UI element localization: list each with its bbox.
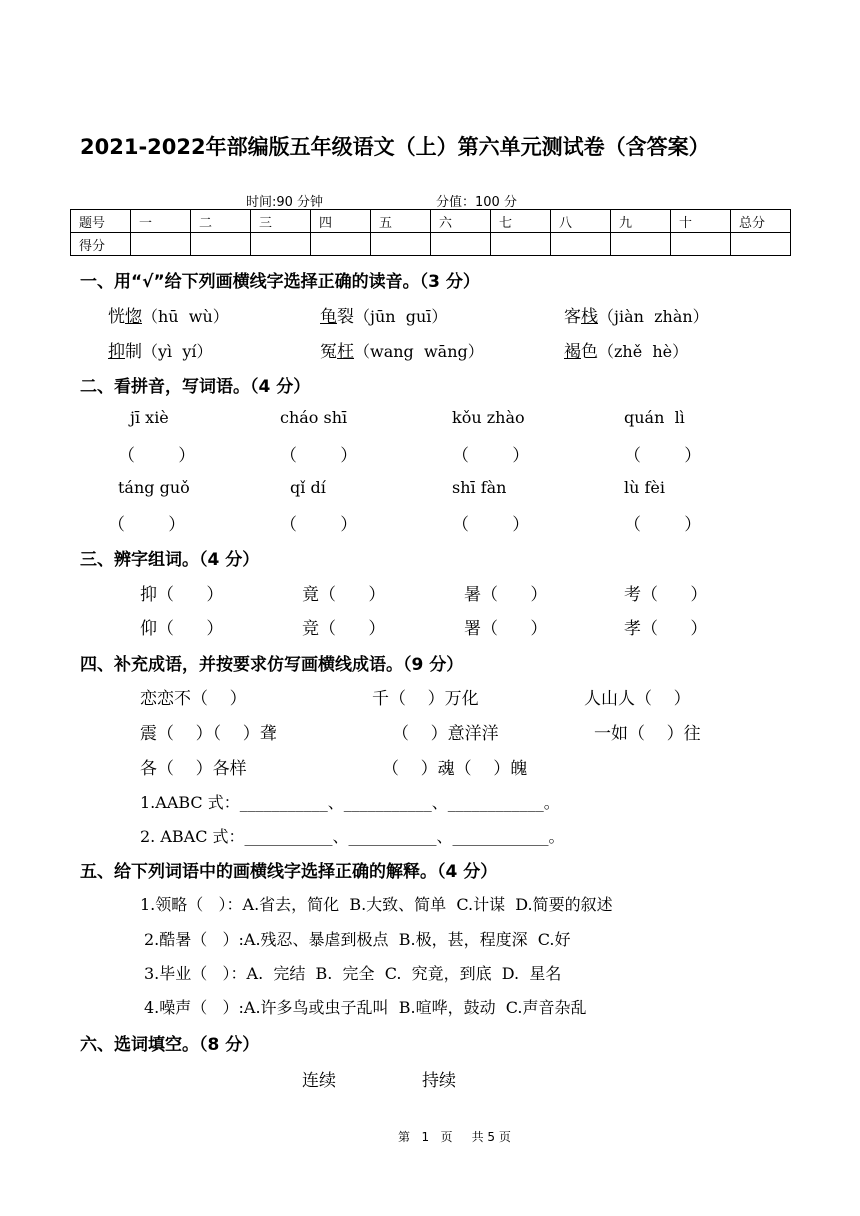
definition-question[interactable]: 1.领略（ ）：A.省去，简化 B.大致、简单 C.计谋 D.简要的叙述 xyxy=(140,895,613,914)
table-cell: 得分 xyxy=(71,233,131,256)
char-item: 孝（ ） xyxy=(624,619,708,639)
score-cell[interactable] xyxy=(311,233,371,256)
word-option: 持续 xyxy=(422,1071,456,1091)
score-table-header-row xyxy=(71,210,791,233)
pinyin-prompt: kǒu zhào xyxy=(452,408,525,427)
char-item: 竟（ ） xyxy=(302,585,386,605)
pinyin-prompt: táng guǒ xyxy=(118,478,190,497)
score-cell[interactable] xyxy=(671,233,731,256)
score-table xyxy=(70,209,791,256)
imitation-line-aabc[interactable]: 1.AABC 式：___________、___________、____________。 xyxy=(140,793,560,812)
table-cell: 七 xyxy=(491,210,551,233)
idiom-item[interactable]: 千（ ）万化 xyxy=(372,689,479,709)
idiom-item[interactable]: 人山人（ ） xyxy=(584,689,691,709)
page-footer: 第 1 页 共 5 页 xyxy=(398,1130,511,1144)
score-cell[interactable] xyxy=(431,233,491,256)
char-item: 考（ ） xyxy=(624,585,708,605)
answer-blank[interactable]: （ ） xyxy=(280,515,358,535)
pinyin-prompt: qǐ dí xyxy=(290,478,326,497)
idiom-item[interactable]: 恋恋不（ ） xyxy=(140,689,247,709)
pronunciation-item: 抑制（yì yí） xyxy=(108,342,213,362)
pronunciation-item: 恍惚（hū wù） xyxy=(108,307,229,327)
section-6-heading: 六、选词填空。（8 分） xyxy=(80,1035,260,1055)
pronunciation-item: 褐色（zhě hè） xyxy=(564,342,689,362)
section-1-heading: 一、用“√”给下列画横线字选择正确的读音。（3 分） xyxy=(80,272,480,292)
answer-blank[interactable]: （ ） xyxy=(452,515,530,535)
table-cell: 六 xyxy=(431,210,491,233)
answer-blank[interactable]: （ ） xyxy=(108,515,186,535)
definition-question[interactable]: 2.酷暑（ ）:A.残忍、暴虐到极点 B.极，甚，程度深 C.好 xyxy=(144,930,571,949)
pronunciation-item: 冤枉（wang wāng） xyxy=(320,342,484,362)
score-cell[interactable] xyxy=(611,233,671,256)
score-cell[interactable] xyxy=(251,233,311,256)
char-item: 竞（ ） xyxy=(302,619,386,639)
idiom-item[interactable]: （ ）魂（ ）魄 xyxy=(382,759,528,779)
pronunciation-item: 龟裂（jūn guī） xyxy=(320,307,448,327)
page-title: 2021-2022年部编版五年级语文（上）第六单元测试卷（含答案） xyxy=(80,135,710,159)
section-3-heading: 三、辨字组词。（4 分） xyxy=(80,550,260,570)
char-item: 暑（ ） xyxy=(464,585,548,605)
section-4-heading: 四、补充成语，并按要求仿写画横线成语。（9 分） xyxy=(80,655,464,675)
answer-blank[interactable]: （ ） xyxy=(118,446,196,466)
time-label: 时间:90 分钟 xyxy=(246,195,324,210)
answer-blank[interactable]: （ ） xyxy=(452,446,530,466)
table-cell: 十 xyxy=(671,210,731,233)
table-cell: 三 xyxy=(251,210,311,233)
table-cell: 八 xyxy=(551,210,611,233)
pinyin-prompt: cháo shī xyxy=(280,408,348,427)
definition-question[interactable]: 4.噪声（ ）:A.许多鸟或虫子乱叫 B.喧哗，鼓动 C.声音杂乱 xyxy=(144,998,587,1017)
score-label: 分值：100 分 xyxy=(436,195,517,210)
char-item: 署（ ） xyxy=(464,619,548,639)
section-2-heading: 二、看拼音，写词语。（4 分） xyxy=(80,377,311,397)
pinyin-prompt: jī xiè xyxy=(130,408,169,427)
pinyin-prompt: lù fèi xyxy=(624,478,666,497)
definition-question[interactable]: 3.毕业（ ）：A. 完结 B. 完全 C. 究竟，到底 D. 星名 xyxy=(144,964,562,983)
score-cell[interactable] xyxy=(491,233,551,256)
score-cell[interactable] xyxy=(551,233,611,256)
score-cell[interactable] xyxy=(131,233,191,256)
char-item: 仰（ ） xyxy=(140,619,224,639)
table-cell: 四 xyxy=(311,210,371,233)
word-option: 连续 xyxy=(302,1071,336,1091)
idiom-item[interactable]: 各（ ）各样 xyxy=(140,759,247,779)
score-cell[interactable] xyxy=(371,233,431,256)
table-cell: 二 xyxy=(191,210,251,233)
pronunciation-item: 客栈（jiàn zhàn） xyxy=(564,307,709,327)
score-cell[interactable] xyxy=(191,233,251,256)
pinyin-prompt: shī fàn xyxy=(452,478,507,497)
table-cell: 总分 xyxy=(731,210,791,233)
answer-blank[interactable]: （ ） xyxy=(280,446,358,466)
score-table-score-row xyxy=(71,233,791,256)
imitation-line-abac[interactable]: 2. ABAC 式：___________、___________、____________。 xyxy=(140,827,565,846)
answer-blank[interactable]: （ ） xyxy=(624,446,702,466)
idiom-item[interactable]: （ ）意洋洋 xyxy=(392,724,499,744)
idiom-item[interactable]: 一如（ ）往 xyxy=(594,724,701,744)
score-cell[interactable] xyxy=(731,233,791,256)
pinyin-prompt: quán lì xyxy=(624,408,685,427)
table-cell: 九 xyxy=(611,210,671,233)
char-item: 抑（ ） xyxy=(140,585,224,605)
idiom-item[interactable]: 震（ ）（ ）聋 xyxy=(140,724,277,744)
table-cell: 题号 xyxy=(71,210,131,233)
answer-blank[interactable]: （ ） xyxy=(624,515,702,535)
table-cell: 一 xyxy=(131,210,191,233)
table-cell: 五 xyxy=(371,210,431,233)
section-5-heading: 五、给下列词语中的画横线字选择正确的解释。（4 分） xyxy=(80,862,498,882)
